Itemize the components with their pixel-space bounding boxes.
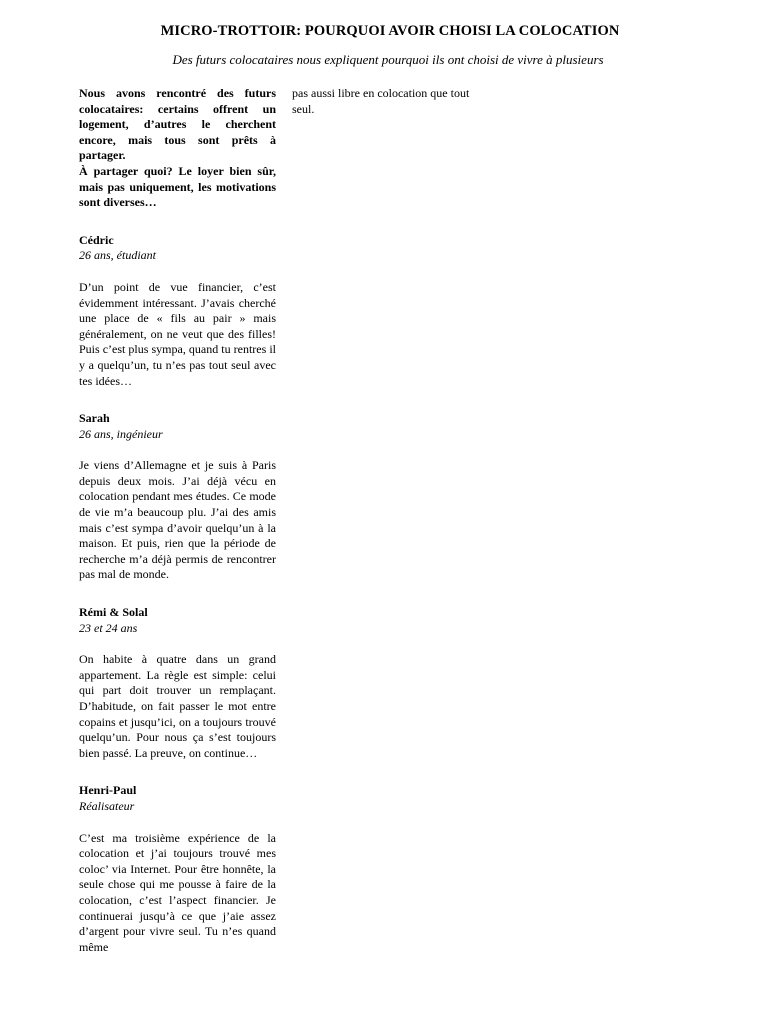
continuation-text: pas aussi libre en colocation que tout seul. — [292, 86, 470, 116]
person-quote: C’est ma troisième expérience de la colocation et j’ai toujours trouvé mes coloc’ via Internet. Pour être honnête, la seule chose qui me pousse à faire de la colocation, c’est l’aspect financier. Je continuerai jusqu’à ce que j’aie assez d’argent pour vivre seul. Tu n’es quand même — [79, 830, 276, 954]
right-column — [292, 86, 492, 117]
person-role: Réalisateur — [79, 798, 135, 813]
person-role: 26 ans, ingénieur — [79, 426, 163, 441]
intro-paragraph-2: À partager quoi? Le loyer bien sûr, mais pas uniquement, les motivations sont diverses… — [79, 163, 276, 210]
testimonial — [79, 783, 276, 955]
intro-paragraph: Nous avons rencontré des futurs colocataires: certains offrent un logement, d’autres le cherchent encore, mais tous sont prêts à partager. — [79, 86, 276, 163]
page-subtitle: Des futurs colocataires nous expliquent pourquoi ils ont choisi de vivre à plusieurs — [172, 52, 604, 67]
person-name: Henri-Paul — [79, 783, 137, 798]
testimonial — [79, 605, 276, 761]
person-quote: D’un point de vue financier, c’est évidemment intéressant. J’avais cherché une place de « fils au pair » mais généralement, on ne veut que des filles! Puis c’est plus sympa, quand tu rentres il y a quelqu’un, tu n’es pas tout seul avec tes idées… — [79, 279, 276, 388]
person-role: 26 ans, étudiant — [79, 248, 156, 263]
testimonial — [79, 411, 276, 583]
left-column — [79, 86, 276, 955]
person-role: 23 et 24 ans — [79, 620, 138, 635]
person-name: Cédric — [79, 232, 114, 247]
testimonial — [79, 233, 276, 389]
person-quote: On habite à quatre dans un grand appartement. La règle est simple: celui qui part doit trouver un remplaçant. D’habitude, on fait passer le mot entre copains et jusqu’ici, on a toujours trouvé quelqu’un. Pour nous ça s’est toujours bien passé. La preuve, on continue… — [79, 652, 276, 760]
person-name: Sarah — [79, 411, 110, 426]
person-name: Rémi & Solal — [79, 605, 148, 620]
page-title: MICRO-TROTTOIR: POURQUOI AVOIR CHOISI LA COLOCATION — [160, 23, 620, 39]
person-quote: Je viens d’Allemagne et je suis à Paris depuis deux mois. J’ai déjà vécu en colocation pendant mes études. Ce mode de vie m’a beaucoup plu. J’ai des amis mais c’est sympa d’avoir quelqu’un à la maison. Et puis, rien que la période de recherche m’a déjà permis de rencontrer pas mal de monde. — [79, 458, 276, 582]
